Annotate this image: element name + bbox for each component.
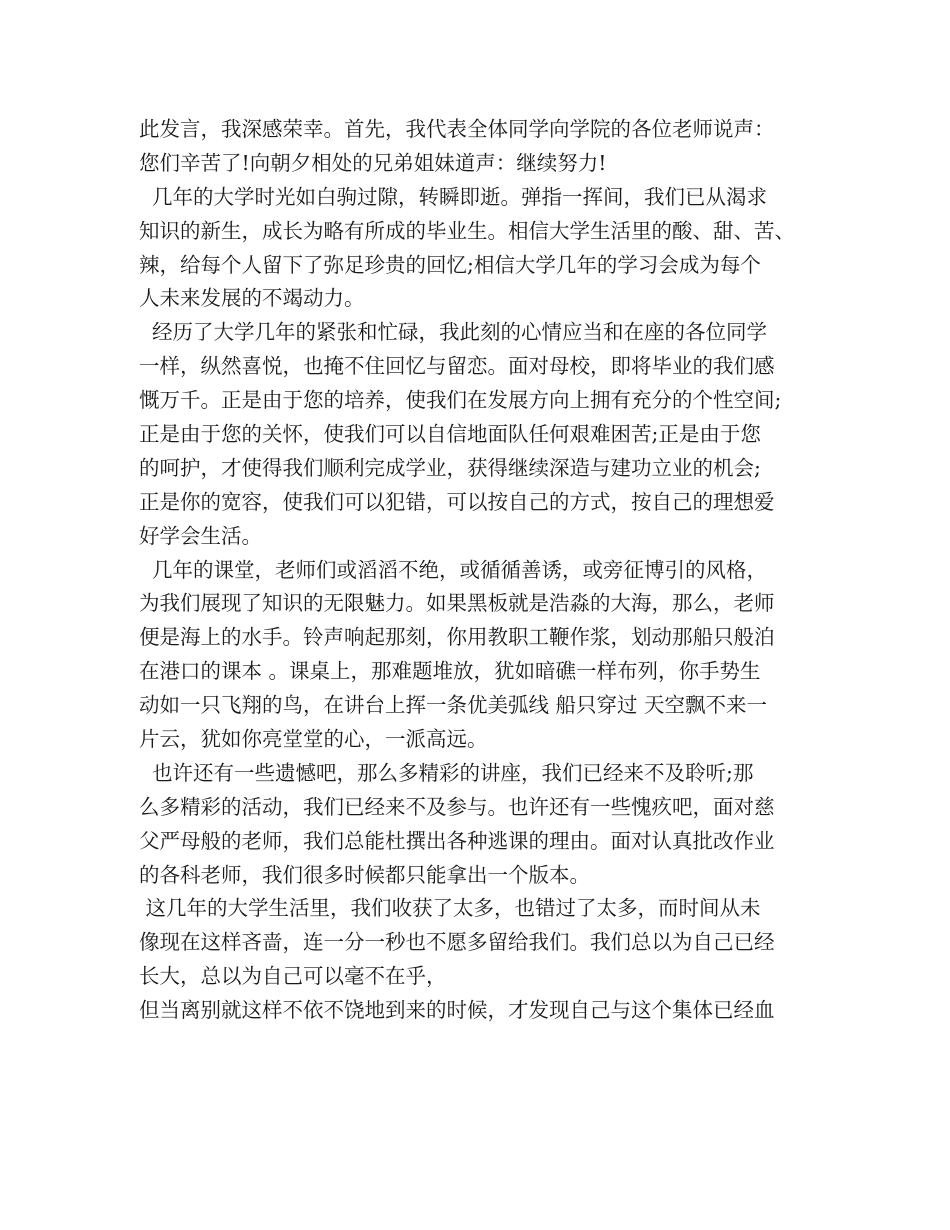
text-line: 几年的大学时光如白驹过隙，转瞬即逝。弹指一挥间，我们已从渴求 (139, 184, 768, 209)
text-line: 知识的新生，成长为略有所成的毕业生。相信大学生活里的酸、甜、苦、 (139, 218, 795, 243)
text-line: 您们辛苦了!向朝夕相处的兄弟姐妹道声：继续努力! (139, 150, 607, 175)
text-line: 几年的课堂，老师们或滔滔不绝，或循循善诱，或旁征博引的风格， (139, 557, 768, 582)
text-line: 长大，总以为自己可以毫不在乎， (139, 964, 447, 989)
text-line: 辣，给每个人留下了弥足珍贵的回忆;相信大学几年的学习会成为每个 (139, 252, 761, 277)
text-line: 为我们展现了知识的无限魅力。如果黑板就是浩淼的大海，那么，老师 (139, 591, 775, 616)
text-line: 像现在这样吝啬，连一分一秒也不愿多留给我们。我们总以为自己已经 (139, 930, 775, 955)
text-line: 正是你的宽容，使我们可以犯错，可以按自己的方式，按自己的理想爱 (139, 489, 775, 514)
text-line: 一样，纵然喜悦，也掩不住回忆与留恋。面对母校，即将毕业的我们感 (139, 354, 775, 379)
text-line: 经历了大学几年的紧张和忙碌，我此刻的心情应当和在座的各位同学 (139, 320, 768, 345)
text-line: 人未来发展的不竭动力。 (139, 286, 365, 311)
text-line: 的呵护，才使得我们顺利完成学业，获得继续深造与建功立业的机会; (139, 455, 761, 480)
text-line: 慨万千。正是由于您的培养，使我们在发展方向上拥有充分的个性空间; (139, 388, 782, 413)
text-line: 好学会生活。 (139, 523, 262, 548)
text-line: 么多精彩的活动，我们已经来不及参与。也许还有一些愧疚吧，面对慈 (139, 794, 775, 819)
text-line: 这几年的大学生活里，我们收获了太多，也错过了太多，而时间从未 (139, 896, 761, 921)
text-line: 父严母般的老师，我们总能杜撰出各种逃课的理由。面对认真批改作业 (139, 828, 775, 853)
text-line: 在港口的课本 。课桌上，那难题堆放，犹如暗礁一样布列，你手势生 (139, 659, 761, 684)
text-line: 片云，犹如你亮堂堂的心，一派高远。 (139, 727, 488, 752)
text-line: 动如一只飞翔的鸟，在讲台上挥一条优美弧线 船只穿过 天空飘不来一 (139, 693, 768, 718)
speech-text (139, 113, 829, 1028)
text-line: 便是海上的水手。铃声响起那刻，你用教职工鞭作浆，划动那船只般泊 (139, 625, 775, 650)
text-line: 正是由于您的关怀，使我们可以自信地面队任何艰难困苦;正是由于您 (139, 422, 761, 447)
text-line: 此发言，我深感荣幸。首先，我代表全体同学向学院的各位老师说声： (139, 117, 775, 141)
text-line: 但当离别就这样不依不饶地到来的时候，才发现自己与这个集体已经血 (139, 998, 775, 1023)
text-line: 也许还有一些遗憾吧，那么多精彩的讲座，我们已经来不及聆听;那 (139, 760, 754, 785)
text-line: 的各科老师，我们很多时候都只能拿出一个版本。 (139, 862, 590, 887)
